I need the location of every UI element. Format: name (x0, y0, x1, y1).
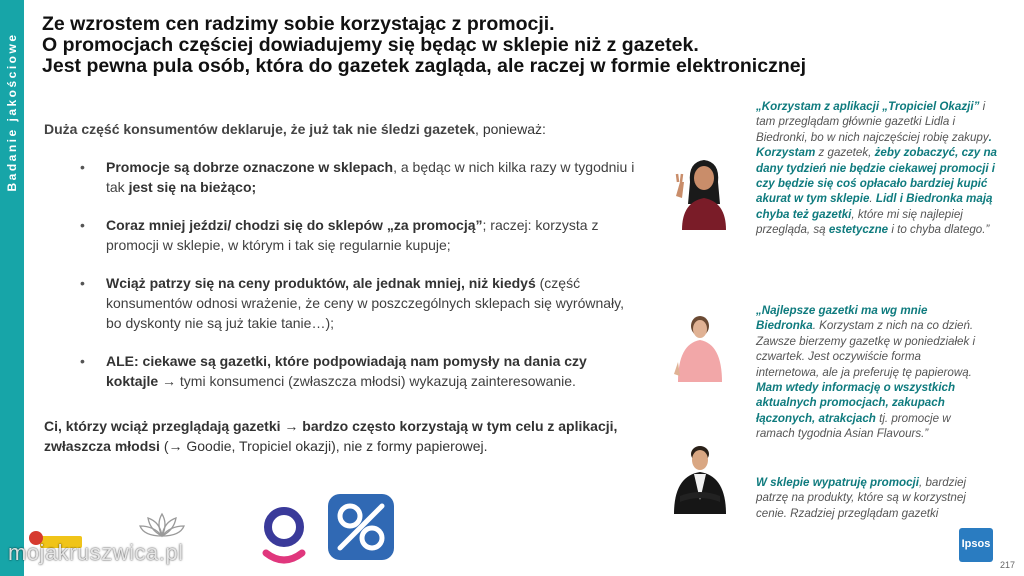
quote-emphasis: żeby zobaczyć, czy na dany tydzień nie będzie ciekawej promocji i czy będzie się coś opłacało bardziej kupić akurat w tym sklepie (756, 146, 998, 206)
conclusion-rest: (→ Goodie, Tropiciel okazji), nie z formy papierowej. (159, 438, 488, 454)
quote-text: , bardziej patrzę na produkty, które są w korzystnej cenie. Rzadziej przeglądam gazetki (756, 476, 967, 520)
bullet-item (60, 351, 640, 391)
bullet-bold: Coraz mniej jeździ/ chodzi się do sklepów „za promocją” (106, 217, 483, 233)
quote-emphasis: „Korzystam z aplikacji „Tropiciel Okazji” (756, 100, 980, 113)
conclusion-text (44, 416, 664, 456)
title-line-3: Jest pewna pula osób, która do gazetek zagląda, ale raczej w formie elektronicznej (42, 55, 806, 77)
quote-text: , które mi się najlepiej przegląda, są (756, 207, 963, 237)
bullet-bold: Promocje są dobrze oznaczone w sklepach (106, 159, 394, 175)
ipsos-label: Ipsos (961, 538, 991, 550)
conclusion-bold: Ci, którzy wciąż przeglądają gazetki → bardzo często korzystają w tym celu z aplikacji, zwłaszcza młodsi (44, 418, 618, 454)
quote-emphasis: estetyczne (828, 223, 889, 237)
quote-emphasis: W sklepie wypatruję promocji (756, 476, 919, 489)
quote-3 (756, 475, 996, 521)
bullet-text: ; raczej: korzysta z promocji w sklepie, w którym i tak się regularnie kupuje; (106, 217, 599, 253)
quote-text: . (869, 192, 876, 206)
quote-emphasis: . Korzystam (756, 130, 992, 160)
respondent-photo-3 (670, 440, 730, 514)
quote-emphasis: „Najlepsze gazetki ma wg mnie Biedronka (756, 304, 928, 333)
quote-emphasis: Lidl i Biedronka mają chyba też gazetki (756, 192, 993, 221)
page-number: 217 (1000, 560, 1016, 570)
quote-text: i tam przeglądam głównie gazetki Lidla i Biedronki, bo w nich najczęściej robię zakupy (756, 100, 989, 144)
bullet-item (60, 215, 640, 255)
bullet-text: → tymi konsumenci (zwłaszcza młodsi) wykazują zainteresowanie. (158, 373, 576, 389)
title-line-1: Ze wzrostem cen radzimy sobie korzystając z promocji. (42, 13, 555, 35)
bullet-text: (część konsumentów odnosi wrażenie, że ceny w poszczególnych sklepach się wyrównały, bo dyskonty nie są już takie tanie…); (106, 275, 624, 331)
quote-1 (756, 99, 1006, 238)
respondent-photo-1 (668, 152, 740, 230)
quote-emphasis: Mam wtedy informację o wszystkich aktualnych promocjach, zakupach łączonych, atrakcjach (756, 381, 956, 425)
quote-2 (756, 303, 986, 442)
bullet-item (60, 157, 640, 197)
side-label: Badanie jakościowe (5, 32, 19, 192)
percent-app-icon (328, 494, 394, 560)
title-line-2: O promocjach częściej dowiadujemy się będąc w sklepie niż z gazetek. (42, 34, 699, 56)
bullet-item (60, 273, 640, 333)
respondent-photo-2 (672, 312, 728, 382)
quote-text: i to chyba dlatego.” (888, 223, 990, 237)
quote-text: tj. promocje w ramach tygodnia Asian Flavours.” (756, 411, 951, 441)
watermark-text: mojakruszwica.pl (8, 540, 184, 565)
bullet-bold: Wciąż patrzy się na ceny produktów, ale jednak mniej, niż kiedyś (106, 275, 536, 291)
bullet-bold: ALE: ciekawe są gazetki, które podpowiadają nam pomysły na dania czy koktajle (106, 353, 587, 389)
lead-bold: Duża część konsumentów deklaruje, że już tak nie śledzi gazetek (44, 121, 476, 137)
lead-rest: , ponieważ: (475, 121, 546, 137)
quote-text: z gazetek, (815, 146, 875, 160)
slide-title (42, 14, 942, 77)
lead-sentence (44, 121, 644, 137)
ipsos-logo (959, 528, 993, 562)
side-accent-bar (0, 0, 24, 576)
bullet-bold-2: jest się na bieżąco; (128, 179, 257, 195)
goodie-logo-icon (258, 505, 310, 567)
bullet-list (60, 157, 640, 409)
bullet-text: , a będąc w nich kilka razy w tygodniu i tak (106, 159, 635, 195)
quote-text: . Korzystam z nich na co dzień. Zawsze bierzemy gazetkę w poniedziałek i czwartek. Jest oczywiście forma internetowa, ale ja preferuję tę papierową. (756, 319, 976, 379)
lotus-logo-icon (138, 510, 186, 540)
